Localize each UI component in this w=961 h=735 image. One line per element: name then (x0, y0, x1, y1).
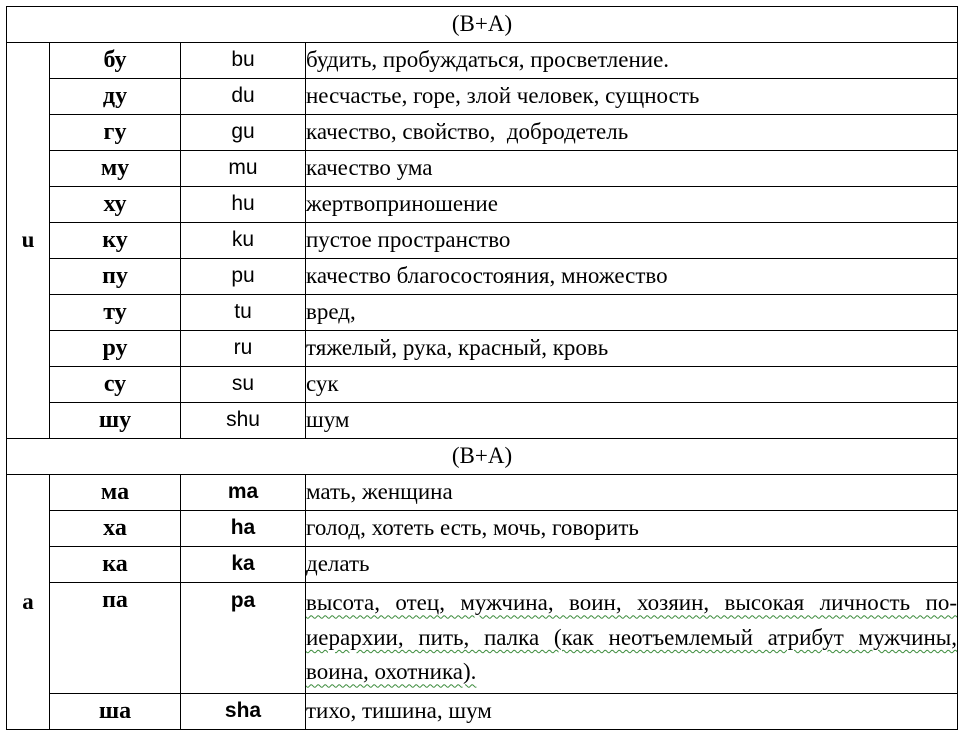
meaning-cell: будить, пробуждаться, просветление. (306, 43, 958, 79)
syllable-latin: ka (181, 547, 306, 583)
syllable-latin: tu (181, 295, 306, 331)
vowel-label: а (7, 475, 50, 730)
syllable-cyrillic: ду (50, 79, 181, 115)
vowel-label: u (7, 43, 50, 439)
syllable-cyrillic: му (50, 151, 181, 187)
syllable-cyrillic: шу (50, 403, 181, 439)
meaning-cell (306, 583, 958, 694)
meaning-cell: качество, свойство, добродетель (306, 115, 958, 151)
meaning-cell: качество ума (306, 151, 958, 187)
syllable-cyrillic: ха (50, 511, 181, 547)
syllable-latin: pa (181, 583, 306, 694)
meaning-cell: несчастье, горе, злой человек, сущность (306, 79, 958, 115)
syllable-cyrillic: ху (50, 187, 181, 223)
syllable-latin: du (181, 79, 306, 115)
syllable-latin: gu (181, 115, 306, 151)
syllable-latin: hu (181, 187, 306, 223)
meaning-cell: делать (306, 547, 958, 583)
syllable-cyrillic: па (50, 583, 181, 694)
syllable-cyrillic: ру (50, 331, 181, 367)
syllable-cyrillic: ту (50, 295, 181, 331)
syllable-latin: ku (181, 223, 306, 259)
meaning-cell: пустое пространство (306, 223, 958, 259)
syllable-cyrillic: ка (50, 547, 181, 583)
syllable-cyrillic: гу (50, 115, 181, 151)
syllable-latin: ru (181, 331, 306, 367)
meaning-cell: шум (306, 403, 958, 439)
section-header: (В+А) (7, 7, 958, 43)
syllable-latin: pu (181, 259, 306, 295)
meaning-cell: качество благосостояния, множество (306, 259, 958, 295)
syllable-latin: shu (181, 403, 306, 439)
meaning-cell: голод, хотеть есть, мочь, говорить (306, 511, 958, 547)
meaning-cell: тяжелый, рука, красный, кровь (306, 331, 958, 367)
meaning-cell: вред, (306, 295, 958, 331)
syllable-cyrillic: бу (50, 43, 181, 79)
syllable-latin: ma (181, 475, 306, 511)
meaning-cell: мать, женщина (306, 475, 958, 511)
syllable-cyrillic: су (50, 367, 181, 403)
syllable-latin: mu (181, 151, 306, 187)
section-header: (В+А) (7, 439, 958, 475)
syllable-cyrillic: пу (50, 259, 181, 295)
syllable-latin: su (181, 367, 306, 403)
meaning-text: высота, отец, мужчина, воин, хозяин, высокая личность по-иерархии, пить, палка (как неотъемлемый атрибут мужчины, воина, охотника). (306, 590, 957, 685)
syllable-cyrillic: ма (50, 475, 181, 511)
dictionary-table (6, 6, 958, 730)
meaning-cell: жертвоприношение (306, 187, 958, 223)
meaning-cell: сук (306, 367, 958, 403)
syllable-latin: bu (181, 43, 306, 79)
syllable-cyrillic: ку (50, 223, 181, 259)
syllable-latin: sha (181, 694, 306, 730)
meaning-cell: тихо, тишина, шум (306, 694, 958, 730)
syllable-latin: ha (181, 511, 306, 547)
syllable-cyrillic: ша (50, 694, 181, 730)
